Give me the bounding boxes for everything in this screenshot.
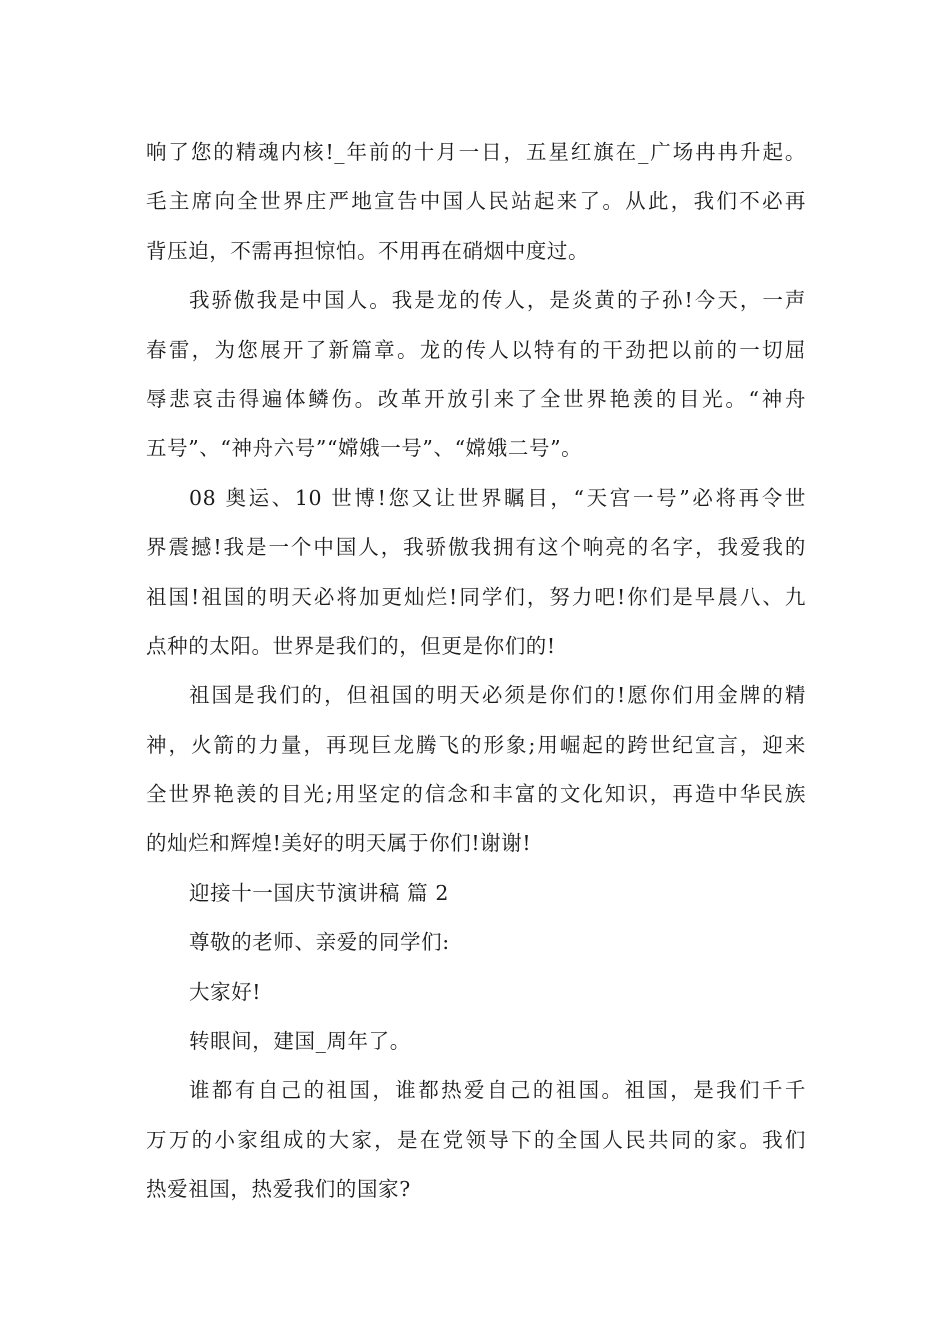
text-line-2: 毛主席向全世界庄严地宣告中国人民站起来了。从此，我们不必再 xyxy=(146,189,806,214)
text-line-22: 热爱祖国，热爱我们的国家? xyxy=(146,1177,411,1202)
text-line-5: 春雷，为您展开了新篇章。龙的传人以特有的干劲把以前的一切屈 xyxy=(146,337,806,362)
text-line-9: 界震撼!我是一个中国人，我骄傲我拥有这个响亮的名字，我爱我的 xyxy=(146,535,806,560)
text-line-6: 辱悲哀击得遍体鳞伤。改革开放引来了全世界艳羡的目光。“神舟 xyxy=(146,386,806,411)
text-line-1: 响了您的精魂内核!_年前的十月一日，五星红旗在_广场冉冉升起。 xyxy=(146,140,806,164)
text-line-19: 转眼间，建国_周年了。 xyxy=(189,1029,411,1054)
text-line-14: 全世界艳羡的目光;用坚定的信念和丰富的文化知识，再造中华民族 xyxy=(146,782,806,807)
document-page xyxy=(146,128,806,1215)
text-line-4: 我骄傲我是中国人。我是龙的传人，是炎黄的子孙!今天，一声 xyxy=(189,288,806,313)
greeting: 大家好! xyxy=(189,979,262,1004)
text-line-3: 背压迫，不需再担惊怕。不用再在硝烟中度过。 xyxy=(146,238,590,263)
section-heading: 迎接十一国庆节演讲稿 篇 2 xyxy=(189,880,449,905)
salutation: 尊敬的老师、亲爱的同学们: xyxy=(189,930,450,955)
text-line-12: 祖国是我们的，但祖国的明天必须是你们的!愿你们用金牌的精 xyxy=(189,683,806,708)
text-line-11: 点种的太阳。世界是我们的，但更是你们的! xyxy=(146,633,556,658)
text-line-7: 五号”、“神舟六号”“嫦娥一号”、“嫦娥二号”。 xyxy=(146,436,583,461)
text-line-20: 谁都有自己的祖国，谁都热爱自己的祖国。祖国，是我们千千 xyxy=(189,1078,806,1103)
text-line-8: 08 奥运、10 世博!您又让世界瞩目，“天宫一号”必将再令世 xyxy=(189,485,806,510)
text-line-15: 的灿烂和辉煌!美好的明天属于你们!谢谢! xyxy=(146,831,532,856)
text-line-13: 神，火箭的力量，再现巨龙腾飞的形象;用崛起的跨世纪宣言，迎来 xyxy=(146,732,806,757)
text-line-10: 祖国!祖国的明天必将加更灿烂!同学们，努力吧!你们是早晨八、九 xyxy=(146,584,806,609)
text-line-21: 万万的小家组成的大家，是在党领导下的全国人民共同的家。我们 xyxy=(146,1127,806,1152)
